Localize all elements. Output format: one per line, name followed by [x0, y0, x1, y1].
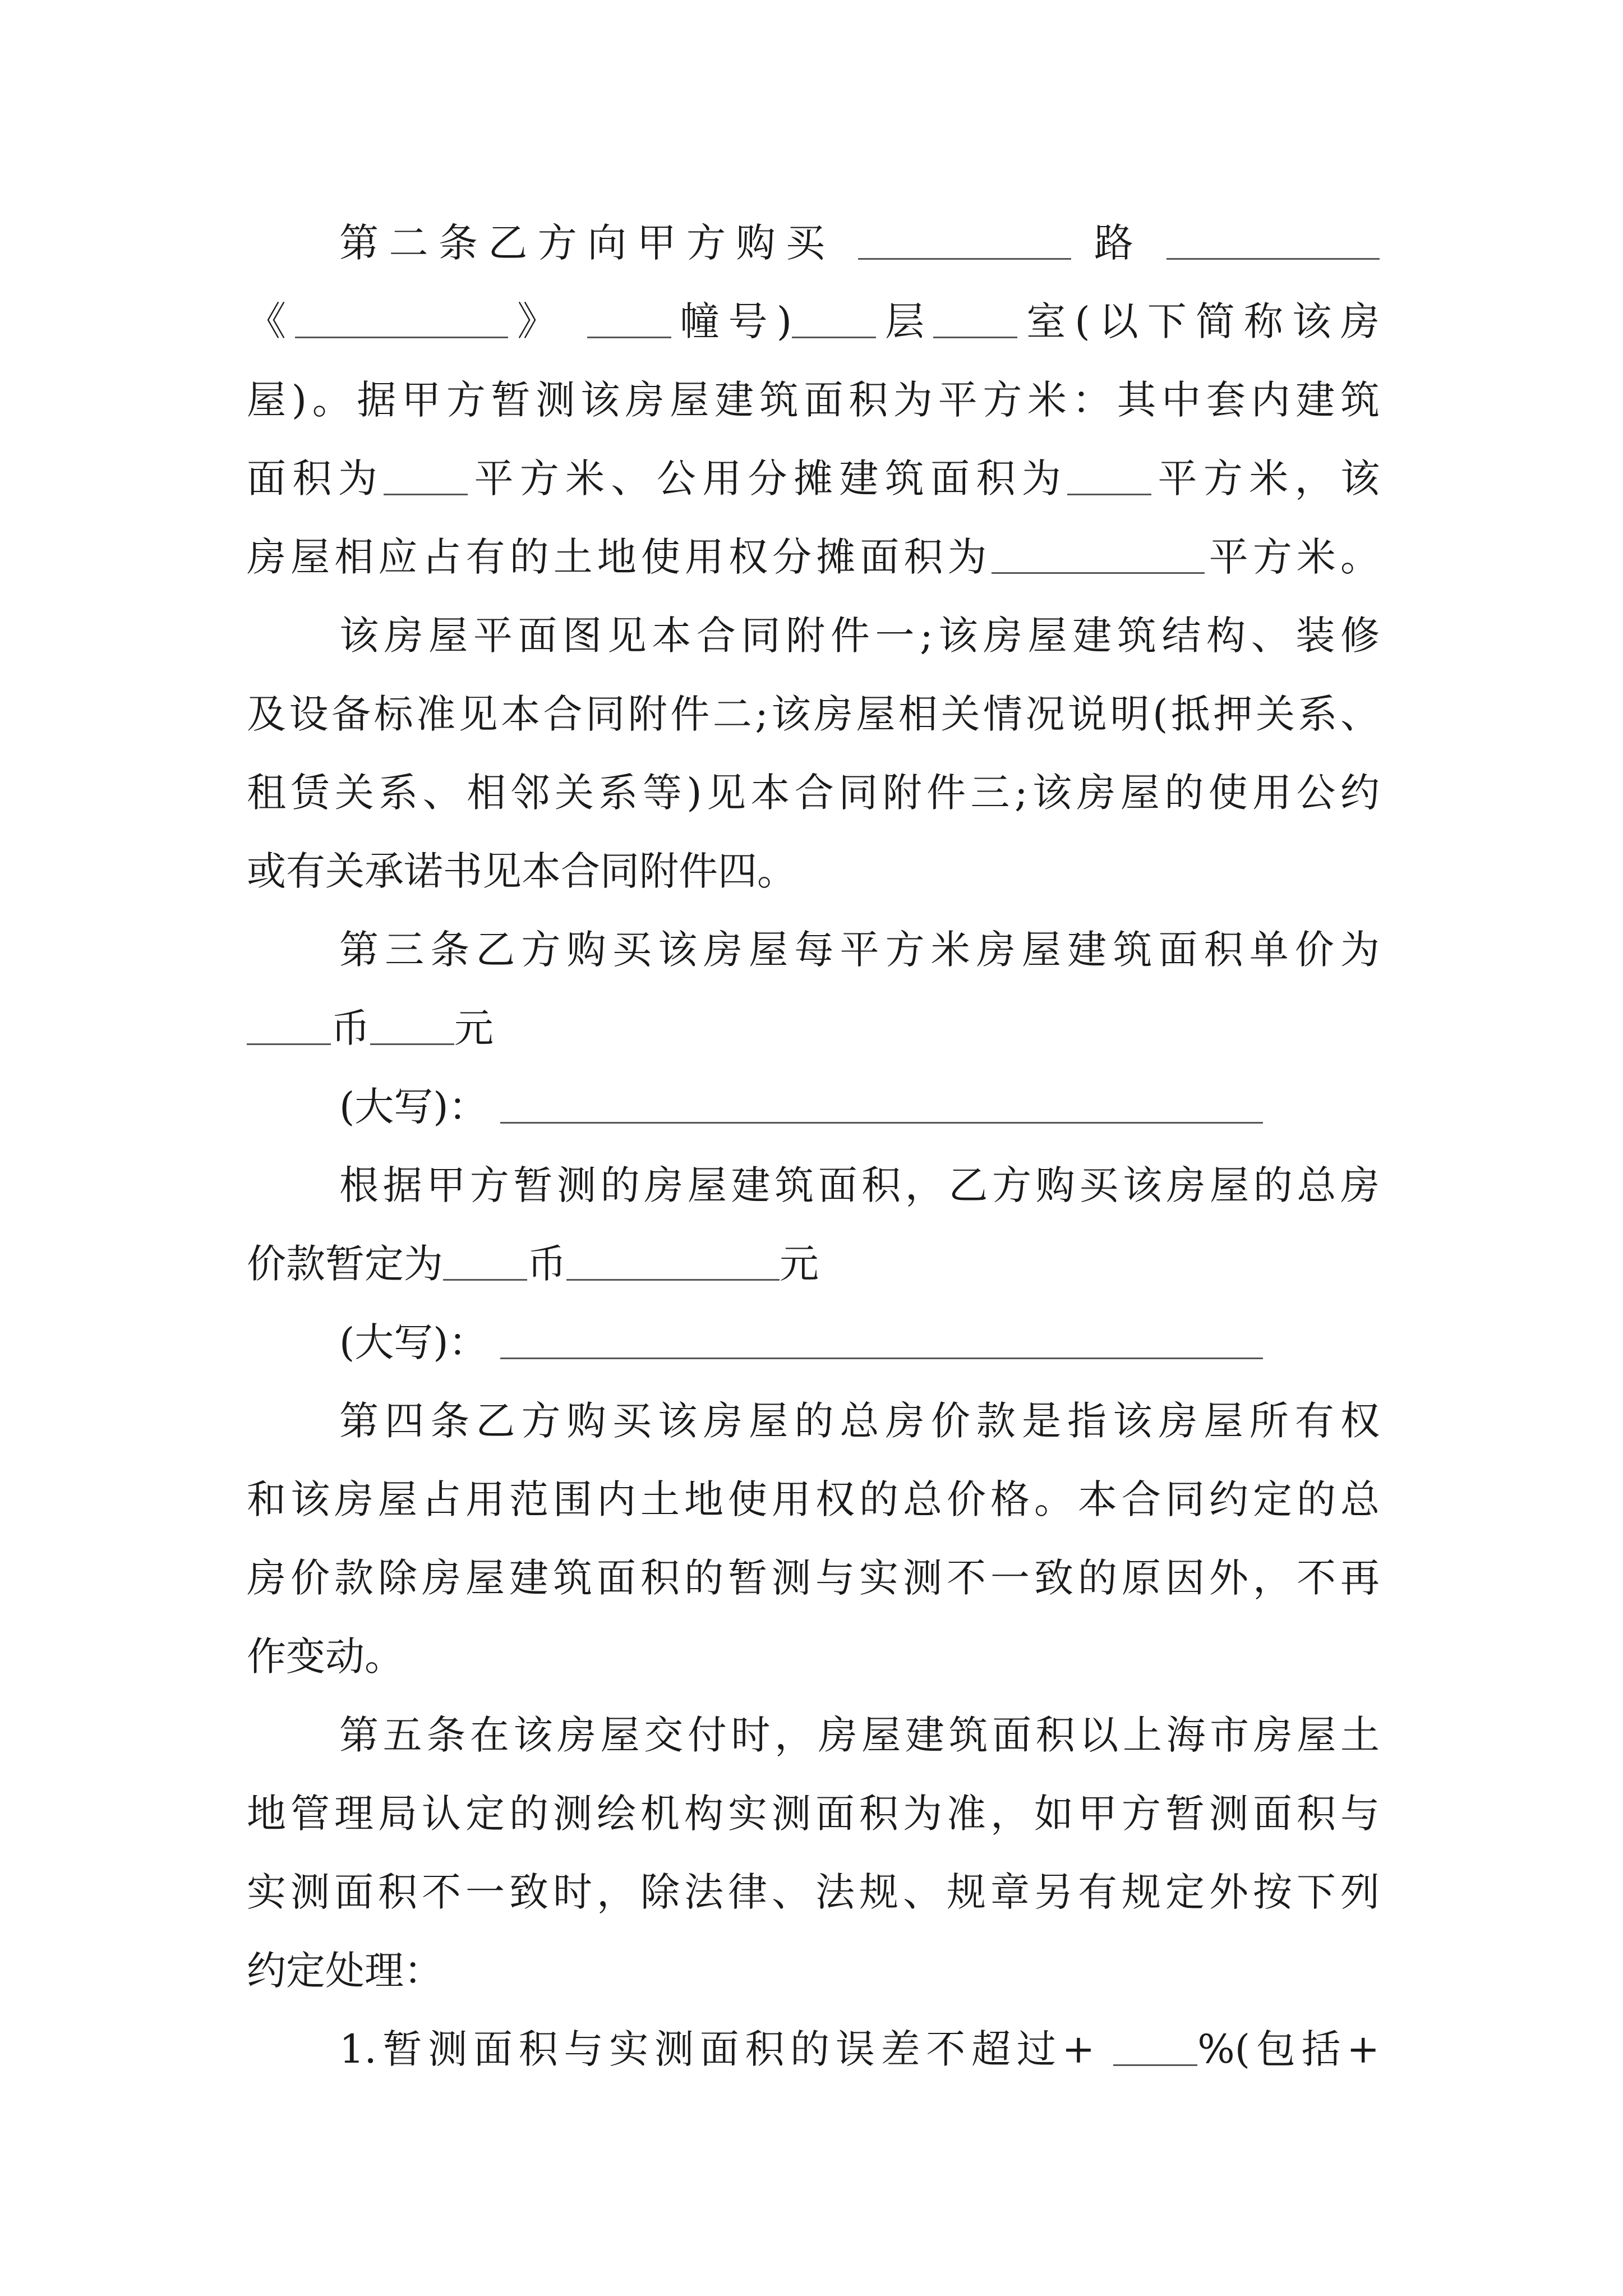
article-4-line-2: 和该房屋占用范围内土地使用权的总价格。本合同约定的总 — [247, 1476, 1380, 1522]
blank-inner-area[interactable] — [384, 459, 468, 495]
article-4-line-1: 第四条乙方购买该房屋的总房价款是指该房屋所有权 — [339, 1398, 1380, 1444]
attachments-line-3: 租赁关系、相邻关系等)见本合同附件三;该房屋的使用公约 — [247, 770, 1380, 816]
article-2-line-4: 面积为 平方米、公用分摊建筑面积为 平方米，该 — [247, 455, 1380, 501]
article-5-line-3: 实测面积不一致时，除法律、法规、规章另有规定外按下列 — [247, 1869, 1380, 1915]
article-2-text: 第二条乙方向甲方购买 — [339, 220, 836, 266]
unit-price-in-words: (大写)： — [339, 1082, 1380, 1132]
article-3-line-1: 第三条乙方购买该房屋每平方米房屋建筑面积单价为 — [339, 927, 1380, 973]
article-5-line-4: 约定处理： — [247, 1948, 443, 1994]
blank-room[interactable] — [933, 302, 1017, 338]
blank-road-number[interactable] — [1166, 223, 1380, 260]
blank-road-name[interactable] — [858, 223, 1071, 260]
article-5-line-1: 第五条在该房屋交付时，房屋建筑面积以上海市房屋土 — [339, 1712, 1380, 1758]
blank-currency[interactable] — [247, 1009, 331, 1045]
blank-building-number[interactable] — [587, 302, 671, 338]
blank-floor[interactable] — [792, 302, 876, 338]
blank-total-price[interactable] — [566, 1244, 780, 1281]
article-3-line-3: 根据甲方暂测的房屋建筑面积，乙方购买该房屋的总房 — [339, 1162, 1380, 1208]
blank-unit-price-words[interactable] — [500, 1087, 1263, 1124]
article-2-line-1 — [339, 218, 1380, 268]
blank-tolerance-percent[interactable] — [1113, 2030, 1197, 2066]
blank-total-currency[interactable] — [443, 1244, 527, 1281]
blank-estate-name[interactable] — [295, 302, 508, 338]
article-5-line-2: 地管理局认定的测绘机构实测面积为准，如甲方暂测面积与 — [247, 1791, 1380, 1837]
blank-land-area[interactable] — [992, 537, 1205, 574]
attachments-line-2: 及设备标准见本合同附件二;该房屋相关情况说明(抵押关系、 — [247, 691, 1380, 737]
item-1-line: 1.暂测面积与实测面积的误差不超过+ %(包括+ — [339, 2026, 1380, 2072]
road-label: 路 — [1094, 220, 1144, 266]
article-3-unit-price: 币 元 — [247, 1003, 1380, 1053]
article-3-total-price: 价款暂定为 币 元 — [247, 1241, 819, 1287]
article-4-line-4: 作变动。 — [247, 1634, 404, 1680]
article-2-line-2: 《 》 幢号) 层 室(以下简称该房 — [247, 298, 1380, 344]
article-4-line-3: 房价款除房屋建筑面积的暂测与实测不一致的原因外，不再 — [247, 1555, 1380, 1601]
blank-shared-area[interactable] — [1067, 459, 1151, 495]
blank-unit-price[interactable] — [370, 1009, 454, 1045]
attachments-line-1: 该房屋平面图见本合同附件一;该房屋建筑结构、装修 — [339, 613, 1380, 659]
attachments-line-4: 或有关承诺书见本合同附件四。 — [247, 848, 796, 894]
total-price-in-words: (大写)： — [339, 1317, 1380, 1368]
article-2-line-5: 房屋相应占有的土地使用权分摊面积为 平方米。 — [247, 534, 1380, 580]
article-2-line-3: 屋)。据甲方暂测该房屋建筑面积为平方米：其中套内建筑 — [247, 377, 1380, 423]
blank-total-price-words[interactable] — [500, 1323, 1263, 1359]
